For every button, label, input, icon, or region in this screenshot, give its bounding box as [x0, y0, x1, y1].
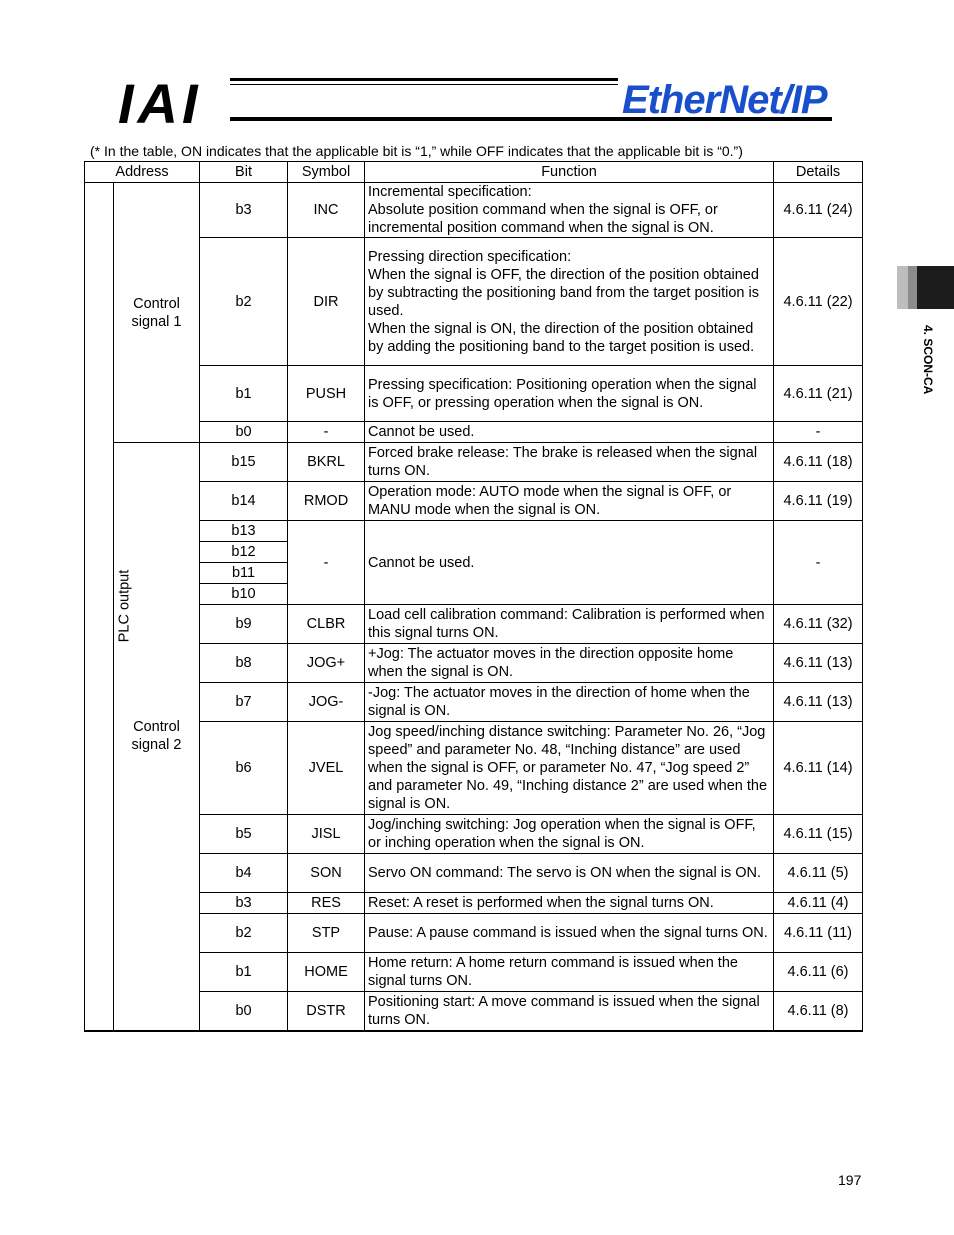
function-cell: Cannot be used. [365, 422, 774, 443]
function-cell: +Jog: The actuator moves in the direction opposite home when the signal is ON. [365, 644, 774, 683]
symbol-cell: RES [288, 893, 365, 914]
bit-cell: b5 [200, 815, 288, 854]
bit-cell: b14 [200, 482, 288, 521]
plc-output-label: PLC output [116, 569, 133, 643]
function-cell: Positioning start: A move command is issued when the signal turns ON. [365, 992, 774, 1031]
bit-cell: b7 [200, 683, 288, 722]
function-cell: Load cell calibration command: Calibration is performed when this signal turns ON. [365, 605, 774, 644]
bit-cell: b15 [200, 443, 288, 482]
table-row [85, 238, 863, 366]
function-cell: Home return: A home return command is issued when the signal turns ON. [365, 953, 774, 992]
table-row [85, 722, 863, 815]
symbol-cell: SON [288, 854, 365, 893]
header-function: Function [365, 162, 774, 183]
bit-cell: b13 [200, 521, 288, 542]
details-cell: 4.6.11 (11) [774, 914, 863, 953]
function-cell: Servo ON command: The servo is ON when the signal is ON. [365, 854, 774, 893]
function-cell: -Jog: The actuator moves in the direction of home when the signal is ON. [365, 683, 774, 722]
function-cell: Incremental specification: Absolute position command when the signal is OFF, or incremental position command when the signal is ON. [365, 183, 774, 238]
bit-cell: b2 [200, 914, 288, 953]
control-signal-2-cell: Control signal 2 [114, 443, 200, 1031]
function-cell: Jog speed/inching distance switching: Parameter No. 26, “Jog speed” and parameter No. 48, “Inching distance” are used when the signal is OFF, or parameter No. 47, “Jog speed 2” and parameter No. 49, “Inching distance 2” are used when the signal is ON. [365, 722, 774, 815]
function-cell: Forced brake release: The brake is released when the signal turns ON. [365, 443, 774, 482]
header-rule-thin [230, 84, 618, 85]
chapter-tab-marker [897, 266, 954, 309]
symbol-cell: STP [288, 914, 365, 953]
bit-cell: b1 [200, 953, 288, 992]
header-address: Address [85, 162, 200, 183]
bit-cell: b4 [200, 854, 288, 893]
symbol-cell: CLBR [288, 605, 365, 644]
bit-cell: b12 [200, 542, 288, 563]
bit-cell: b0 [200, 422, 288, 443]
bit-cell: b9 [200, 605, 288, 644]
details-cell: 4.6.11 (22) [774, 238, 863, 366]
table-row [85, 482, 863, 521]
page-number: 197 [838, 1172, 862, 1188]
table-row [85, 854, 863, 893]
symbol-cell: RMOD [288, 482, 365, 521]
details-cell: 4.6.11 (8) [774, 992, 863, 1031]
details-cell: 4.6.11 (18) [774, 443, 863, 482]
table-row [85, 366, 863, 422]
details-cell: 4.6.11 (5) [774, 854, 863, 893]
details-cell: - [774, 521, 863, 605]
details-cell: 4.6.11 (13) [774, 644, 863, 683]
table-row [85, 422, 863, 443]
table-row [85, 914, 863, 953]
table-row [85, 443, 863, 482]
symbol-cell: INC [288, 183, 365, 238]
function-cell: Cannot be used. [365, 521, 774, 605]
symbol-cell: HOME [288, 953, 365, 992]
header-rule-top [230, 78, 618, 81]
chapter-tab-label: 4. SCON-CA [921, 325, 935, 395]
bit-cell: b10 [200, 584, 288, 605]
table-row [85, 605, 863, 644]
plc-output-table [84, 161, 863, 1032]
ethernet-ip-logo: EtherNet/IP [622, 78, 827, 122]
details-cell: 4.6.11 (24) [774, 183, 863, 238]
bit-cell: b8 [200, 644, 288, 683]
symbol-cell: JVEL [288, 722, 365, 815]
details-cell: 4.6.11 (32) [774, 605, 863, 644]
function-cell: Pause: A pause command is issued when the signal turns ON. [365, 914, 774, 953]
control-signal-1-cell: Control signal 1 [114, 183, 200, 443]
table-row [85, 953, 863, 992]
bit-cell: b3 [200, 893, 288, 914]
table-row [85, 183, 863, 238]
symbol-cell: DSTR [288, 992, 365, 1031]
function-cell: Operation mode: AUTO mode when the signal is OFF, or MANU mode when the signal is ON. [365, 482, 774, 521]
symbol-cell: JOG+ [288, 644, 365, 683]
table-row [85, 815, 863, 854]
table-row [85, 992, 863, 1031]
bit-cell: b6 [200, 722, 288, 815]
symbol-cell: PUSH [288, 366, 365, 422]
symbol-cell: JISL [288, 815, 365, 854]
table-header-row [85, 162, 863, 183]
details-cell: 4.6.11 (13) [774, 683, 863, 722]
table-row [85, 893, 863, 914]
details-cell: 4.6.11 (14) [774, 722, 863, 815]
table-row [85, 644, 863, 683]
symbol-cell: - [288, 422, 365, 443]
function-cell: Jog/inching switching: Jog operation when the signal is OFF, or inching operation when the signal is ON. [365, 815, 774, 854]
details-cell: 4.6.11 (15) [774, 815, 863, 854]
bit-cell: b11 [200, 563, 288, 584]
symbol-cell: BKRL [288, 443, 365, 482]
table-row [85, 521, 863, 542]
function-cell: Pressing specification: Positioning operation when the signal is OFF, or pressing operation when the signal is ON. [365, 366, 774, 422]
function-cell: Reset: A reset is performed when the signal turns ON. [365, 893, 774, 914]
symbol-cell: DIR [288, 238, 365, 366]
iai-logo: IAI [118, 72, 202, 135]
details-cell: 4.6.11 (21) [774, 366, 863, 422]
details-cell: 4.6.11 (19) [774, 482, 863, 521]
header-bit: Bit [200, 162, 288, 183]
details-cell: 4.6.11 (4) [774, 893, 863, 914]
header-symbol: Symbol [288, 162, 365, 183]
bit-cell: b2 [200, 238, 288, 366]
header-details: Details [774, 162, 863, 183]
bit-cell: b0 [200, 992, 288, 1031]
function-cell: Pressing direction specification: When the signal is OFF, the direction of the position obtained by subtracting the positioning band from the target position is used. When the signal is ON, the direction of the position obtained by adding the positioning band to the target position is used. [365, 238, 774, 366]
table-note: (* In the table, ON indicates that the applicable bit is “1,” while OFF indicates that the applicable bit is “0.”) [90, 143, 743, 159]
symbol-cell: - [288, 521, 365, 605]
details-cell: - [774, 422, 863, 443]
bit-cell: b3 [200, 183, 288, 238]
symbol-cell: JOG- [288, 683, 365, 722]
details-cell: 4.6.11 (6) [774, 953, 863, 992]
plc-output-cell [85, 183, 133, 1031]
bit-cell: b1 [200, 366, 288, 422]
table-row [85, 683, 863, 722]
